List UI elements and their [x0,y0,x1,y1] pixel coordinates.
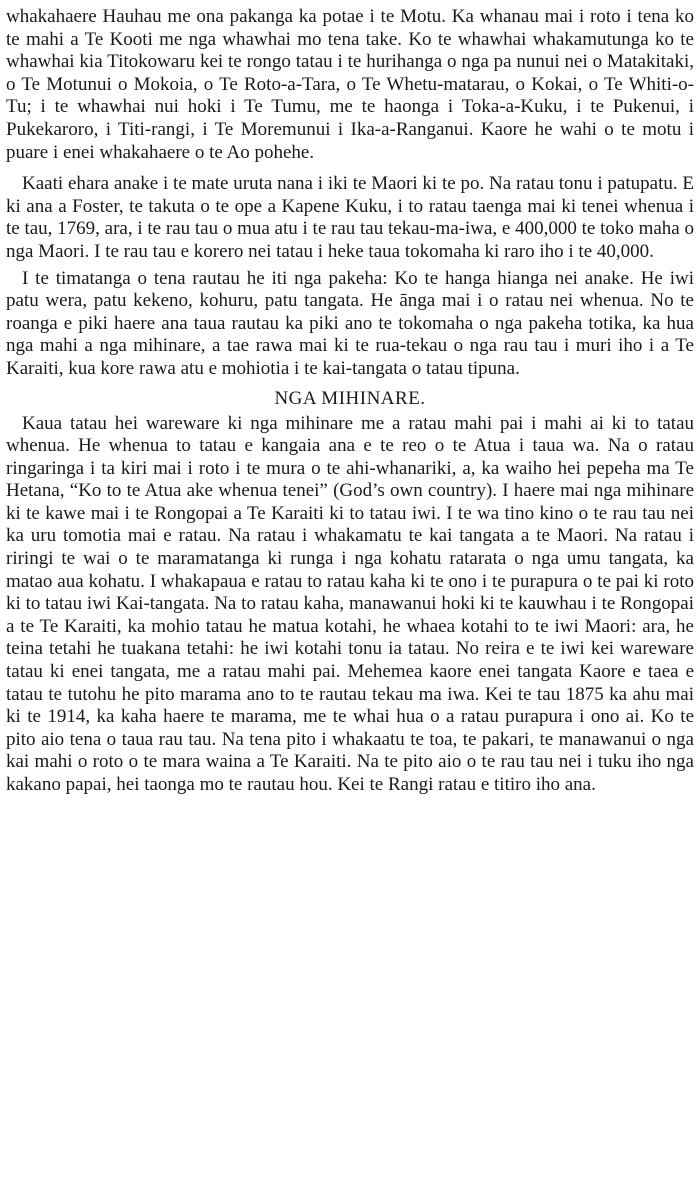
paragraph-hauhau-wars: whakahaere Hauhau me ona pakanga ka potae i te Motu. Ka whanau mai i roto i tena ko te mahi a Te Kooti me nga whawhai mo tena take. Ko te whawhai whakamutunga ko te whawhai kia Titokowaru kei te rongo tatau i te hurihanga o nga pa nunui nei o Matakitaki, o Te Motunui o Mokoia, o Te Roto-a-Tara, o Te Whetu-matarau, o Kokai, o Te Whiti-o-Tu; i te whawhai nui hoki i Te Tumu, me te haonga i Toka-a-Kuku, i te Pukenui, i Pukekaroro, i Titi-rangi, i Te Moremunui i Ika-a-Ranganui. Kaore he wahi o te motu i puare i enei whakahaere o te Ao pohehe. [6,6,694,163]
paragraph-missionaries: Kaua tatau hei wareware ki nga mihinare me a ratau mahi pai i mahi ai ki to tatau whenua. He whenua to tatau e kangaia ana e te reo o te Atua i taua wa. Na o ratau ringaringa i ta kiri mai i roto i te mura o te ahi-whanariki, a, ka waiho hei pepeha ma Te Hetana, “Ko to te Atua ake whenua tenei” (God’s own country). I haere mai nga mihinare ki te kawe mai i te Rongopai a Te Karaiti ki to tatau iwi. I te wa tino kino o te rau tau nei ka uru tomotia mai e ratau. Na ratau i whakamatu te kai tangata a te Maori. Na ratau i riringi te wai o te maramatanga ki runga i nga kohatu ratarata o nga umu tangata, ka matao aua kohatu. I whakapaua e ratau to ratau kaha ki te ono i te purapura o te pai ki roto ki to tatau iwi Kai-tangata. Na to ratau kaha, manawanui hoki ki te kauwhau i te Rongopai a te Te Karaiti, ka mohio tatau he matua kotahi, he whaea kotahi to te iwi Maori: ara, he teina tetahi he tuakana tetahi: he iwi kotahi tonu ia tatau. No reira e te iwi kei wareware tatau ki enei tangata, me a ratau mahi pai. Mehemea kaore enei tangata Kaore e taea e tatau te tutohu he pito marama ano to te rautau tekau ma iwa. Kei te tau 1875 ka ahu mai ki te 1914, ka kaha haere te marama, me te whai hua o a ratau purapura i ono ai. Ko te pito aio tena o taua rau tau. Na tena pito i whakaatu te toa, te pakari, te manawanui o nga kai mahi o roto o te mara waina a Te Karaiti. Na te pito aio o te rau tau nei i tuku iho nga kakano papai, hei taonga mo te rautau hou. Kei te Rangi ratau e titiro iho ana. [6,412,694,795]
paragraph-population-decline: Kaati ehara anake i te mate uruta nana i iki te Maori ki te po. Na ratau tonu i patupatu. E ki ana a Foster, te takuta o te ope a Kapene Kuku, i to ratau taenga mai ki tenei whenua i te tau, 1769, ara, i te rau tau o mua atu i te rau tau tekau-ma-iwa, e 400,000 te toko maha o nga Maori. I te rau tau e korero nei tatau i heke taua tokomaha ki raro iho i te 40,000. [6,173,694,262]
section-heading: NGA MIHINARE. [274,387,426,409]
paragraph-early-pakeha: I te timatanga o tena rautau he iti nga pakeha: Ko te hanga hianga nei anake. He iwi patu wera, patu kekeno, kohuru, patu tangata. He ānga mai i o ratau nei whenua. No te roanga e piki haere ana taua rautau ka piki ano te tokomaha o nga pakeha totika, ka hua nga mahi a nga mihinare, a tae rawa mai ki te rua-tekau o nga rau tau i muri iho i a Te Karaiti, kua kore rawa atu e mohiotia i te kai-tangata o tatau tipuna. [6,267,694,379]
